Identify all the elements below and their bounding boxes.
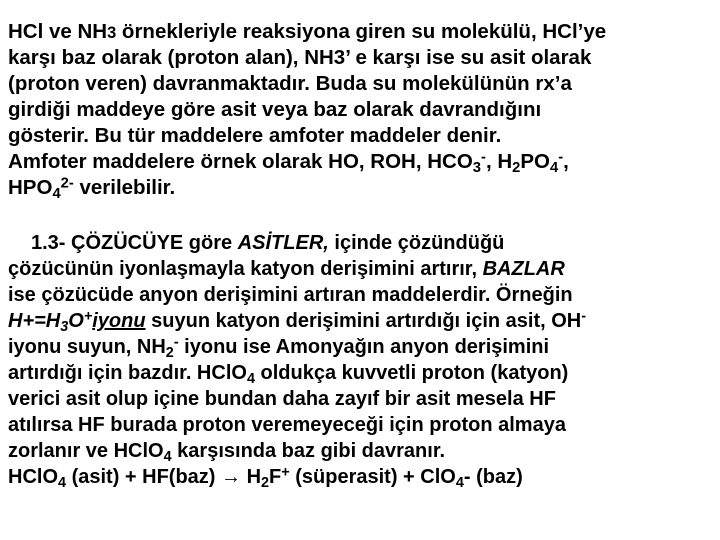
text-run: suyun katyon derişimini artırdığı için asit, OH — [145, 310, 582, 332]
text-run: gösterir. Bu tür maddelere amfoter maddeler denir. — [8, 124, 502, 147]
text-line — [8, 283, 573, 307]
text-line — [8, 46, 591, 70]
text-run: F — [269, 466, 282, 488]
text-run: O — [68, 310, 84, 332]
subscript: 4 — [163, 449, 172, 466]
subscript: 3 — [60, 319, 69, 336]
text-run: (proton veren) davranmaktadır. Buda su molekülünün rx’a — [8, 72, 572, 95]
superscript: - — [173, 334, 179, 351]
text-line — [31, 231, 504, 255]
subscript: 4 — [58, 475, 67, 492]
text-run: çözücünün iyonlaşmayla katyon derişimini artırır, — [8, 258, 483, 280]
text-line — [8, 72, 572, 96]
text-run: karşı baz olarak (proton alan), NH3’ e karşı ise su asit olarak — [8, 46, 592, 69]
text-run: iyonu ise Amonyağın anyon derişimini — [178, 336, 550, 358]
text-run: HClO — [8, 466, 58, 488]
text-run: HCl ve NH — [8, 20, 108, 43]
subscript: 4 — [246, 371, 255, 388]
text-run: , H — [485, 150, 513, 173]
text-line — [8, 361, 569, 388]
text-run: Amfoter maddelere örnek olarak HO, ROH, HCO — [8, 150, 473, 173]
text-run: atılırsa HF burada proton veremeyeceği için proton almaya — [8, 414, 566, 436]
text-run: H+=H — [8, 310, 61, 332]
text-run: iyonu — [92, 310, 146, 332]
superscript: + — [83, 308, 93, 325]
text-line — [8, 413, 566, 437]
subscript: 4 — [455, 475, 464, 492]
text-line — [8, 439, 446, 466]
text-run: BAZLAR — [482, 258, 565, 280]
text-run: artırdığı için bazdır. HClO — [8, 362, 247, 384]
subscript: 2 — [512, 160, 521, 177]
superscript: - — [581, 308, 587, 325]
text-run: (süperasit) + ClO — [289, 466, 456, 488]
text-run: karşısında baz gibi davranır. — [171, 440, 446, 462]
text-run: ASİTLER, — [237, 232, 329, 254]
text-line — [8, 124, 501, 148]
text-run: HPO — [8, 176, 53, 199]
text-line — [8, 464, 523, 492]
subscript: 4 — [52, 186, 61, 203]
text-line — [8, 149, 569, 177]
text-run: 1.3- ÇÖZÜCÜYE göre — [31, 232, 238, 254]
subscript: 4 — [549, 160, 559, 177]
text-line — [8, 334, 550, 362]
text-run: (asit) + HF(baz) → H — [66, 466, 262, 488]
text-run: verilebilir. — [73, 176, 176, 199]
text-run: 3 — [107, 24, 117, 42]
text-line — [8, 98, 541, 122]
superscript: 2- — [60, 175, 74, 192]
text-line — [8, 387, 556, 411]
superscript: - — [481, 149, 486, 166]
text-run: oldukça kuvvetli proton (katyon) — [254, 362, 569, 384]
superscript: - — [558, 149, 564, 166]
subscript: 2 — [165, 345, 174, 362]
text-run: içinde çözündüğü — [328, 232, 505, 254]
subscript: 3 — [472, 160, 482, 177]
text-run: iyonu suyun, NH — [8, 336, 166, 358]
text-run: PO — [520, 150, 550, 173]
subscript: 2 — [261, 475, 270, 492]
text-run: - — [463, 466, 471, 488]
text-line — [8, 308, 587, 336]
text-run: ise çözücüde anyon derişimini artıran maddelerdir. Örneğin — [8, 284, 573, 306]
text-line — [8, 20, 606, 45]
text-run: girdiği maddeye göre asit veya baz olarak davrandığını — [8, 98, 542, 121]
text-line — [8, 257, 565, 281]
text-run: , — [563, 150, 569, 173]
text-line — [8, 175, 176, 203]
text-run: örnekleriyle reaksiyona giren su molekülü, HCl’ye — [116, 20, 607, 43]
superscript: + — [281, 464, 290, 481]
text-run: zorlanır ve HClO — [8, 440, 164, 462]
text-run: verici asit olup içine bundan daha zayıf bir asit mesela HF — [8, 388, 556, 410]
text-run: (baz) — [470, 466, 523, 488]
